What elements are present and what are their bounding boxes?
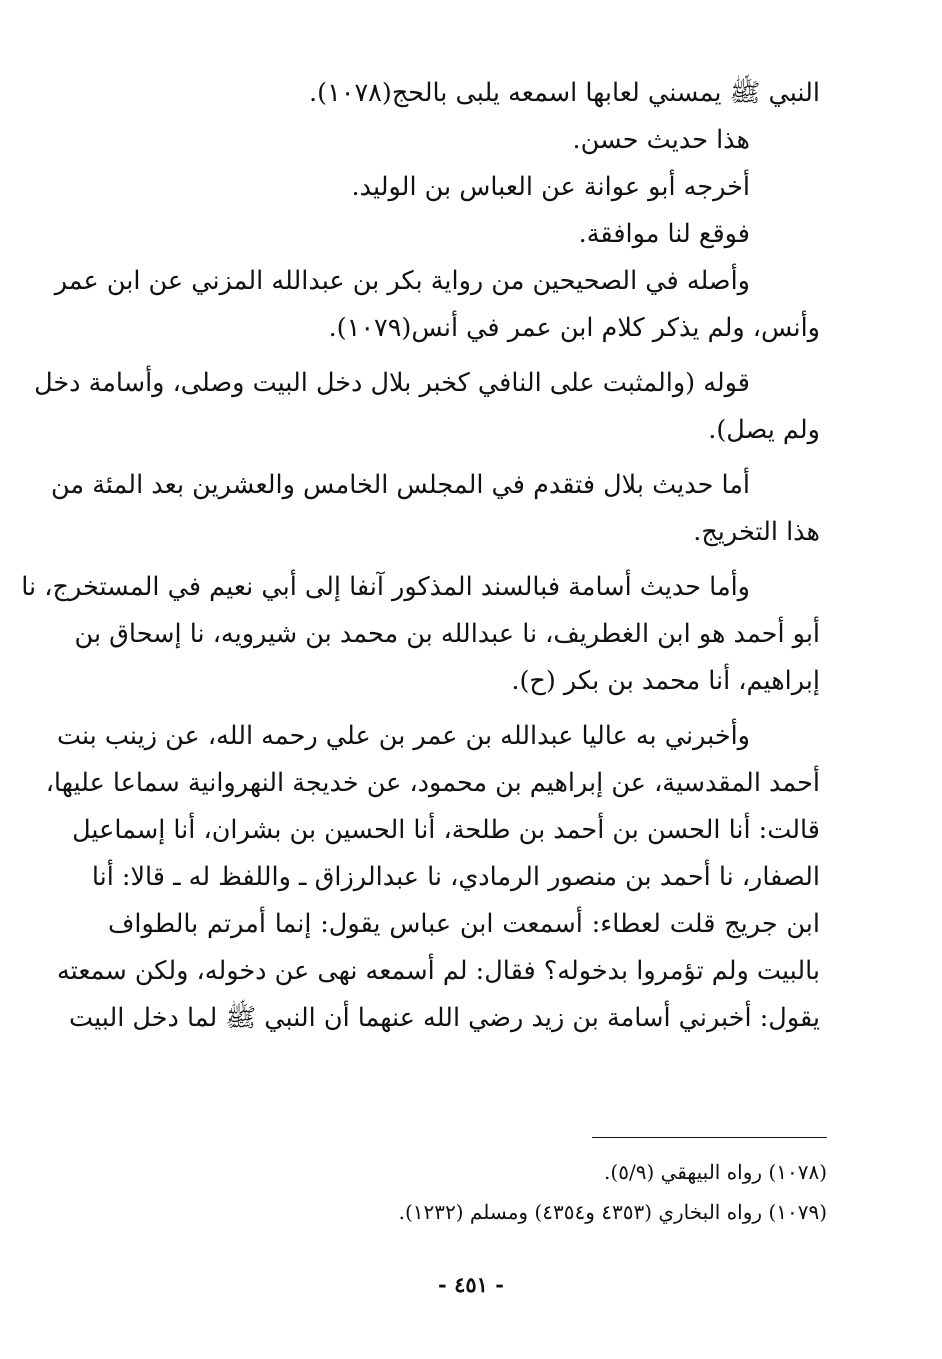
text-line: وأنس، ولم يذكر كلام ابن عمر في أنس(١٠٧٩).: [328, 313, 820, 343]
main-text: [21, 70, 820, 1042]
text-line: أبو أحمد هو ابن الغطريف، نا عبدالله بن محمد بن شيرويه، نا إسحاق بن: [74, 619, 820, 649]
text-line: بالبيت ولم تؤمروا بدخوله؟ فقال: لم أسمعه نهى عن دخوله، ولكن سمعته: [56, 956, 820, 986]
text-line: ولم يصل).: [708, 415, 820, 445]
text-line: أحمد المقدسية، عن إبراهيم بن محمود، عن خديجة النهروانية سماعا عليها،: [45, 768, 820, 798]
footnote-1078: (١٠٧٨) رواه البيهقي (٥/٩).: [604, 1160, 827, 1184]
text-line: وأما حديث أسامة فبالسند المذكور آنفا إلى أبي نعيم في المستخرج، نا: [21, 572, 750, 602]
text-line: هذا حديث حسن.: [572, 125, 750, 155]
footnote-1079: (١٠٧٩) رواه البخاري (٤٣٥٣ و٤٣٥٤) ومسلم (١٢٣٢).: [398, 1200, 827, 1224]
text-line: أخرجه أبو عوانة عن العباس بن الوليد.: [351, 172, 750, 202]
text-line: أما حديث بلال فتقدم في المجلس الخامس والعشرين بعد المئة من: [51, 470, 750, 500]
text-line: فوقع لنا موافقة.: [578, 219, 750, 249]
text-line: وأخبرني به عاليا عبدالله بن عمر بن علي رحمه الله، عن زينب بنت: [56, 721, 750, 751]
text-line: ابن جريج قلت لعطاء: أسمعت ابن عباس يقول: إنما أمرتم بالطواف: [108, 909, 820, 939]
text-line: قوله (والمثبت على النافي كخبر بلال دخل البيت وصلى، وأسامة دخل: [34, 368, 750, 398]
text-line: قالت: أنا الحسن بن أحمد بن طلحة، أنا الحسين بن بشران، أنا إسماعيل: [72, 815, 820, 845]
page-number: - ٤٥١ -: [438, 1272, 504, 1297]
text-line: إبراهيم، أنا محمد بن بكر (ح).: [511, 666, 820, 696]
text-line: النبي ﷺ يمسني لعابها اسمعه يلبى بالحج(١٠٧٨).: [309, 78, 820, 108]
footnotes: [300, 1152, 827, 1232]
footnote-divider: [592, 1137, 827, 1138]
text-line: وأصله في الصحيحين من رواية بكر بن عبدالله المزني عن ابن عمر: [54, 266, 750, 296]
text-line: يقول: أخبرني أسامة بن زيد رضي الله عنهما أن النبي ﷺ لما دخل البيت: [69, 1003, 820, 1033]
text-line: الصفار، نا أحمد بن منصور الرمادي، نا عبدالرزاق ـ واللفظ له ـ قالا: أنا: [91, 862, 820, 892]
text-line: هذا التخريج.: [693, 517, 820, 547]
